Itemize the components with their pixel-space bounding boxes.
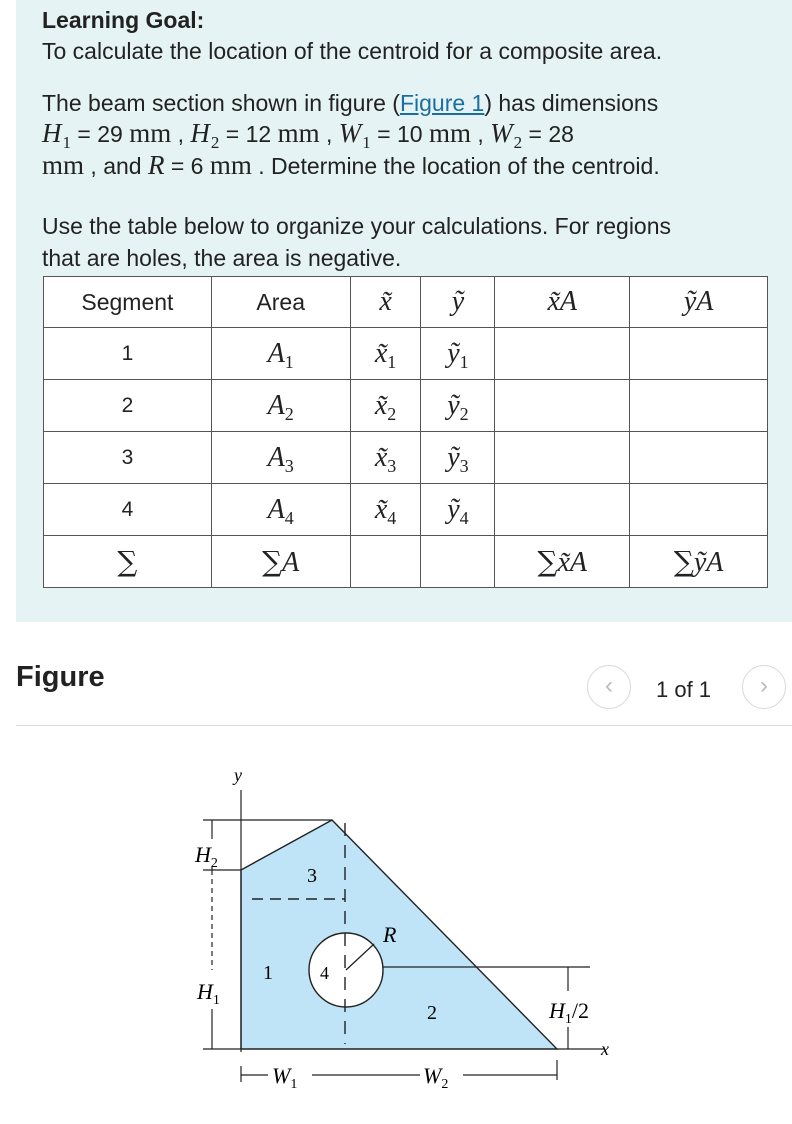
sum-x-tilde-cell[interactable]: [350, 536, 421, 588]
x-tilde-a-cell[interactable]: [495, 484, 630, 536]
area-cell: $A_4$: [211, 484, 350, 536]
calculation-table: [43, 276, 768, 588]
table-row: [44, 380, 768, 432]
figure-pager: 1 of 1: [656, 677, 712, 702]
h2-label: $H_2$: [195, 842, 218, 871]
half-h1-label: $H_1/2$: [549, 998, 590, 1027]
figure-link[interactable]: Figure 1: [399, 90, 485, 116]
y-axis-label: y: [234, 765, 242, 785]
region-3-label: 3: [307, 865, 317, 887]
radius-line: [346, 944, 374, 970]
chevron-right-icon: ›: [760, 672, 768, 699]
region-1-label: 1: [263, 962, 273, 984]
instructions-line-2: that are holes, the area is negative.: [42, 245, 402, 271]
segment-cell: 4: [44, 484, 212, 536]
learning-goal-heading: Learning Goal:: [42, 7, 205, 33]
w1-label: $W_1$: [272, 1063, 298, 1092]
y-tilde-cell: ỹ$_3$: [421, 432, 495, 484]
y-tilde-a-cell[interactable]: [630, 328, 768, 380]
beam-section-shape: [241, 820, 557, 1049]
x-tilde-cell: $x̃_2$: [350, 380, 421, 432]
y-tilde-a-cell[interactable]: [630, 484, 768, 536]
table-row: [44, 432, 768, 484]
table-header-row: [44, 277, 768, 328]
header-segment: Segment: [44, 277, 212, 328]
segment-cell: 3: [44, 432, 212, 484]
sum-y-tilde-cell[interactable]: [421, 536, 495, 588]
chevron-left-icon: ‹: [605, 672, 613, 699]
x-tilde-cell: $x̃_4$: [350, 484, 421, 536]
header-y-tilde-a: ỹA: [630, 277, 768, 328]
w2-label: $W_2$: [423, 1063, 449, 1092]
y-tilde-cell: ỹ$_1$: [421, 328, 495, 380]
next-figure-button[interactable]: [742, 665, 786, 709]
header-y-tilde: ỹ: [421, 277, 495, 328]
h1-label: $H_1$: [197, 979, 220, 1008]
table-row: [44, 484, 768, 536]
learning-goal-text: To calculate the location of the centroid for a composite area.: [42, 38, 663, 64]
header-x-tilde-a: x̃A: [495, 277, 630, 328]
instructions-line-1: Use the table below to organize your calculations. For regions: [42, 213, 672, 239]
sum-x-tilde-a-cell: ∑x̃A: [495, 536, 630, 588]
figure-divider: [16, 725, 792, 726]
area-cell: $A_2$: [211, 380, 350, 432]
y-tilde-a-cell[interactable]: [630, 432, 768, 484]
y-tilde-cell: ỹ$_4$: [421, 484, 495, 536]
x-tilde-cell: $x̃_3$: [350, 432, 421, 484]
region-4-label: 4: [320, 963, 329, 983]
table-row: [44, 328, 768, 380]
x-tilde-a-cell[interactable]: [495, 328, 630, 380]
y-tilde-cell: ỹ$_2$: [421, 380, 495, 432]
area-cell: $A_1$: [211, 328, 350, 380]
y-tilde-a-cell[interactable]: [630, 380, 768, 432]
header-area: Area: [211, 277, 350, 328]
beam-section-figure: [0, 727, 792, 1124]
segment-cell: 1: [44, 328, 212, 380]
figure-title: Figure: [16, 661, 105, 693]
radius-label: R: [383, 922, 397, 947]
region-2-label: 2: [427, 1002, 437, 1024]
x-tilde-a-cell[interactable]: [495, 380, 630, 432]
previous-figure-button[interactable]: [587, 665, 631, 709]
x-axis-label: x: [601, 1039, 609, 1059]
problem-line-3: mm , and R = 6 mm . Determine the location of the centroid.: [42, 150, 660, 180]
x-tilde-a-cell[interactable]: [495, 432, 630, 484]
x-tilde-cell: $x̃_1$: [350, 328, 421, 380]
sum-symbol-cell: ∑: [44, 536, 212, 588]
sum-area-cell: ∑A: [211, 536, 350, 588]
problem-line-1: The beam section shown in figure (Figure 1) has dimensions: [42, 90, 659, 116]
header-x-tilde: x̃: [350, 277, 421, 328]
area-cell: $A_3$: [211, 432, 350, 484]
problem-line-2: $H_1 = 29$ mm , $H_2 = 12$ mm , $W_1 = 10$ mm , $W_2 = 28$: [42, 118, 574, 152]
sum-y-tilde-a-cell: ∑ỹA: [630, 536, 768, 588]
segment-cell: 2: [44, 380, 212, 432]
table-sum-row: [44, 536, 768, 588]
